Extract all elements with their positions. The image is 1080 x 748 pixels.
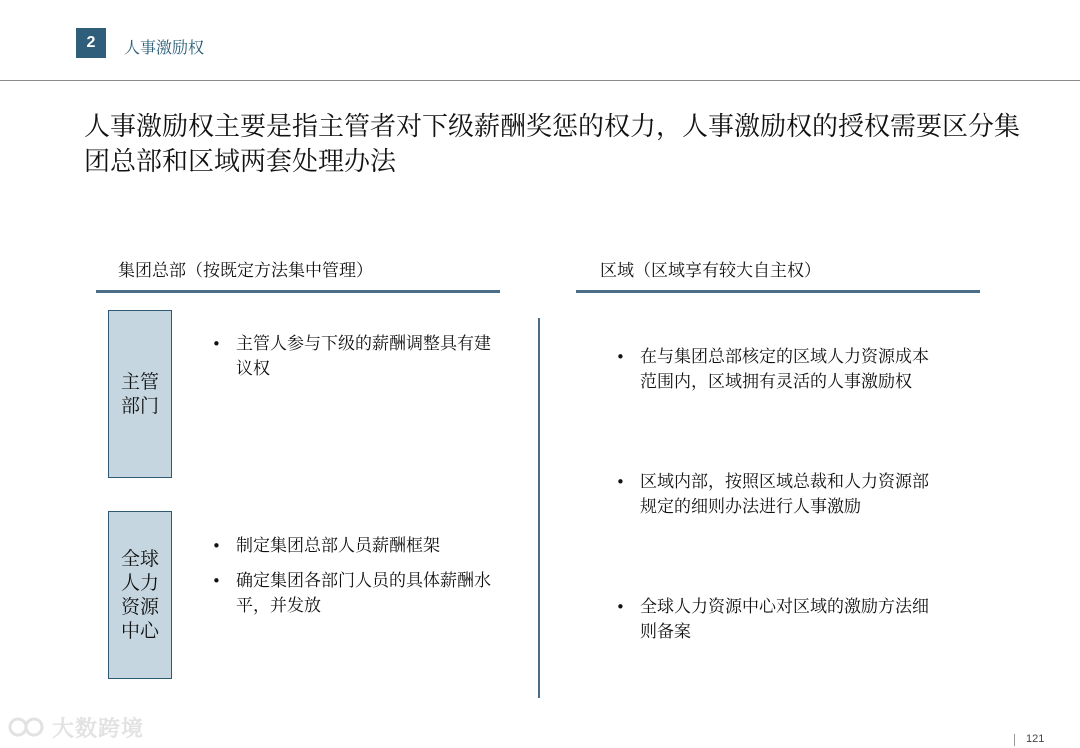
slide-headline: 人事激励权主要是指主管者对下级薪酬奖惩的权力，人事激励权的授权需要区分集团总部和区域两套处理办法: [84, 112, 1021, 177]
watermark-text: 大数跨境: [52, 717, 145, 742]
bullet-item: • 制定集团总部人员薪酬框架: [210, 534, 510, 559]
region-bullets: [614, 345, 934, 395]
bullet-item: • 确定集团各部门人员的具体薪酬水平，并发放: [210, 569, 510, 619]
bullet-item: • 全球人力资源中心对区域的激励方法细则备案: [614, 595, 934, 645]
right-column-heading: 区域（区域享有较大自主权）: [600, 261, 821, 281]
region-bullets: [614, 470, 934, 520]
bullet-item: • 区域内部，按照区域总裁和人力资源部规定的细则办法进行人事激励: [614, 470, 934, 520]
section-number-badge: 2: [76, 28, 106, 58]
group-label: 主管部门: [120, 371, 159, 417]
group-bullets: [210, 534, 510, 619]
page-number: 121: [1026, 733, 1045, 745]
column-divider: [538, 318, 540, 698]
header-divider: [0, 80, 1080, 81]
left-column-heading: 集团总部（按既定方法集中管理）: [118, 261, 373, 281]
group-label-box: [108, 511, 172, 679]
bullet-item: • 主管人参与下级的薪酬调整具有建议权: [210, 332, 500, 382]
right-column-rule: [576, 290, 980, 293]
region-bullets: [614, 595, 934, 645]
watermark-logo-icon: [8, 716, 48, 744]
page-number-separator: [1014, 734, 1015, 746]
watermark: [8, 712, 144, 744]
bullet-item: • 在与集团总部核定的区域人力资源成本范围内，区域拥有灵活的人事激励权: [614, 345, 934, 395]
group-label: 全球人力资源中心: [120, 548, 159, 642]
section-title: 人事激励权: [124, 38, 205, 57]
group-label-box: [108, 310, 172, 478]
left-column-rule: [96, 290, 500, 293]
group-bullets: [210, 332, 500, 382]
